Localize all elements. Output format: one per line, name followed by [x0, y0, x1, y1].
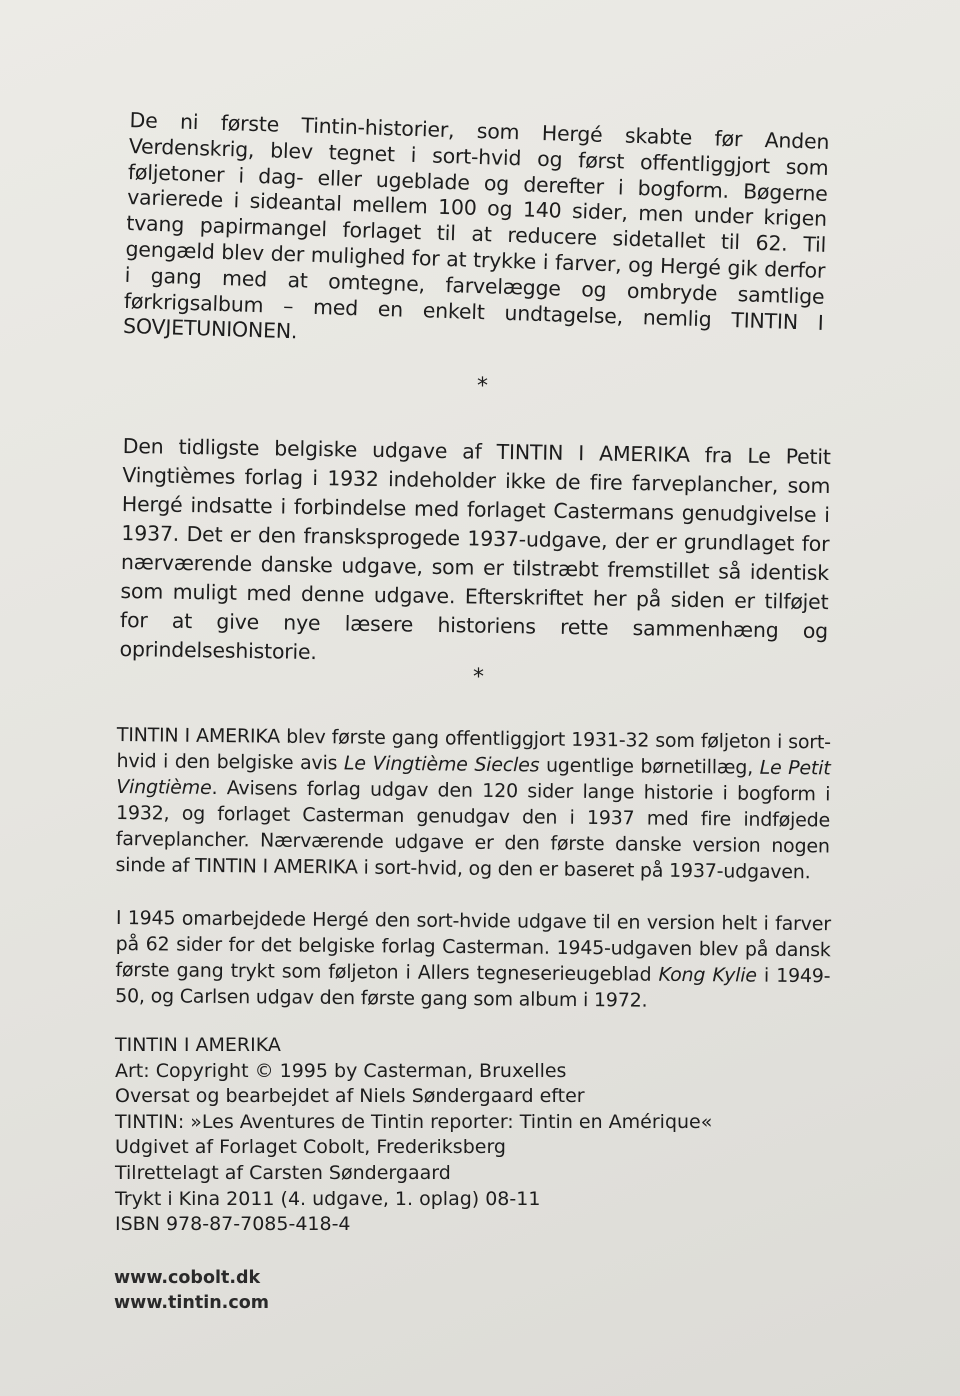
- colophon-original-title: TINTIN: »Les Aventures de Tintin reporter: Tintin en Amérique«: [115, 1110, 713, 1133]
- colophon-printing: Trykt i Kina 2011 (4. udgave, 1. oplag) 08-11: [115, 1187, 541, 1210]
- website-links: [114, 1266, 269, 1316]
- newspaper-title: Le Vingtième Siecles: [343, 752, 540, 777]
- color-version-text-2: i 1949-50, og Carlsen udgav den første gang som album i 1972.: [115, 964, 831, 1012]
- publication-text-1: TINTIN I AMERIKA blev første gang offentliggjort 1931-32 som føljeton i sort-hvid i den belgiske avis: [116, 723, 831, 775]
- colophon-copyright: Art: Copyright © 1995 by Casterman, Bruxelles: [115, 1059, 567, 1082]
- color-version-paragraph: [115, 905, 831, 1015]
- colophon: [115, 1033, 835, 1238]
- colophon-publisher: Udgivet af Forlaget Cobolt, Frederiksberg: [115, 1136, 506, 1159]
- colophon-translator: Oversat og bearbejdet af Niels Søndergaard efter: [115, 1085, 585, 1108]
- section-separator: *: [473, 665, 484, 690]
- magazine-title: Kong Kylie: [658, 963, 757, 987]
- colophon-title: TINTIN I AMERIKA: [115, 1034, 281, 1056]
- colophon-layout-credit: Tilrettelagt af Carsten Søndergaard: [115, 1161, 451, 1184]
- color-version-text-1: I 1945 omarbejdede Hergé den sort-hvide udgave til en version helt i farver på 62 sider for det belgiske forlag Casterman. 1945-udgaven blev på dansk første gang trykt som føljeton i Allers tegneserieugeblad: [115, 906, 831, 986]
- edition-text: Den tidligste belgiske udgave af TINTIN I AMERIKA fra Le Petit Vingtièmes forlag i 1932 indeholder ikke de fire farveplancher, som Hergé indsatte i forbindelse med forlaget Castermans genudgivelse i 1937. Det er den fransksprogede 1937-udgave, der er grundlaget for nærværende danske udgave, som er tilstræbt fremstillet så identisk som muligt med denne udgave. Efterskriftet her på siden er tilføjet for at give nye læsere historiens rette sammenhæng og oprindelseshistorie.: [119, 433, 831, 665]
- history-text: De ni første Tintin-historier, som Hergé skabte før Anden Verdenskrig, blev tegnet i sort-hvid og først offentliggjort som føljetoner i dag- eller ugeblade og derefter i bogform. Bøgerne varierede i sideantal mellem 100 og 140 sider, men under krigen tvang papirmangel forlaget til at reducere sidetallet til 62. Til gengæld blev der mulighed for at trykke i farver, og Hergé gik derfor i gang med at omtegne, farvelægge og ombryde samtlige førkrigsalbum – med en enkelt undtagelse, nemlig TINTIN I SOVJETUNIONEN.: [122, 108, 830, 344]
- tintin-website: www.tintin.com: [114, 1293, 269, 1313]
- history-paragraph: [123, 108, 830, 362]
- cobolt-website: www.cobolt.dk: [114, 1268, 261, 1288]
- edition-paragraph: [119, 432, 831, 675]
- publication-text-2: ugentlige børnetillæg,: [539, 754, 760, 779]
- section-separator: *: [477, 374, 488, 399]
- publication-text-3: . Avisens forlag udgav den 120 sider lange historie i bogform i 1932, og forlaget Casterman genudgav den i 1937 med fire indføjede farveplancher. Nærværende udgave er den første danske version nogen sinde af TINTIN I AMERIKA i sort-hvid, og den er baseret på 1937-udgaven.: [115, 776, 831, 884]
- colophon-isbn: ISBN 978-87-7085-418-4: [115, 1213, 351, 1236]
- supplement-title: Le Petit Vingtième: [116, 756, 831, 799]
- publication-paragraph: [115, 722, 831, 885]
